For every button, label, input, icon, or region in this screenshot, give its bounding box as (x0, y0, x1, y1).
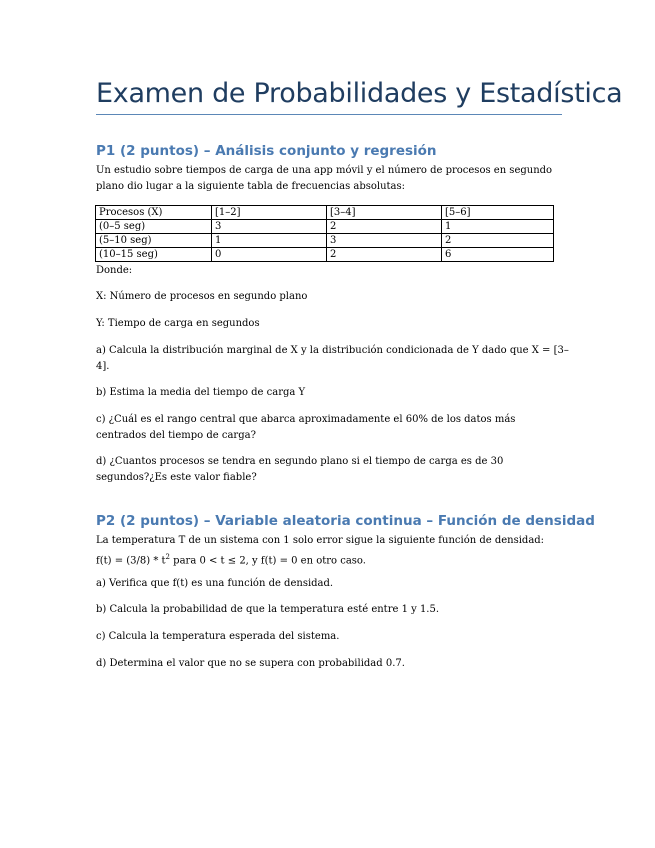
table-cell: 3 (327, 234, 442, 248)
table-header-cell: [5–6] (442, 206, 554, 220)
p1-question-a-line1: a) Calcula la distribución marginal de X y la distribución condicionada de Y dado que X = [3– (96, 345, 569, 356)
p2-heading: P2 (2 puntos) – Variable aleatoria continua – Función de densidad (96, 513, 595, 529)
table-cell: 1 (442, 220, 554, 234)
p1-def-y: Y: Tiempo de carga en segundos (96, 318, 260, 329)
table-row (96, 234, 554, 248)
p2-question-a: a) Verifica que f(t) es una función de densidad. (96, 578, 334, 589)
table-cell: 2 (327, 220, 442, 234)
p1-question-b: b) Estima la media del tiempo de carga Y (96, 387, 306, 398)
p1-donde: Donde: (96, 265, 133, 276)
table-row (96, 220, 554, 234)
page-title: Examen de Probabilidades y Estadística (96, 78, 623, 109)
table-row (96, 248, 554, 262)
formula-text: f(t) = (3/8) * t (96, 555, 166, 567)
p2-intro-line1: La temperatura T de un sistema con 1 solo error sigue la siguiente función de densidad: (96, 535, 545, 546)
formula-text-rest: para 0 < t ≤ 2, y f(t) = 0 en otro caso. (170, 555, 366, 567)
p1-question-c-line1: c) ¿Cuál es el rango central que abarca aproximadamente el 60% de los datos más (96, 414, 516, 425)
table-cell: 2 (442, 234, 554, 248)
p1-question-d-line1: d) ¿Cuantos procesos se tendra en segundo plano si el tiempo de carga es de 30 (96, 456, 504, 467)
p1-intro-line1: Un estudio sobre tiempos de carga de una app móvil y el número de procesos en segundo (96, 165, 553, 176)
title-divider (96, 114, 562, 115)
p2-question-d: d) Determina el valor que no se supera con probabilidad 0.7. (96, 658, 405, 669)
table-cell: (0–5 seg) (96, 220, 212, 234)
p2-question-c: c) Calcula la temperatura esperada del sistema. (96, 631, 340, 642)
table-cell: (5–10 seg) (96, 234, 212, 248)
frequency-table (95, 205, 554, 262)
table-header-cell: [3–4] (327, 206, 442, 220)
p1-heading: P1 (2 puntos) – Análisis conjunto y regresión (96, 143, 437, 159)
table-header-cell: Procesos (X) (96, 206, 212, 220)
table-header-cell: [1–2] (212, 206, 327, 220)
p1-intro-line2: plano dio lugar a la siguiente tabla de frecuencias absolutas: (96, 181, 406, 192)
p1-def-x: X: Número de procesos en segundo plano (96, 291, 308, 302)
table-cell: 3 (212, 220, 327, 234)
table-cell: 6 (442, 248, 554, 262)
p2-formula (96, 549, 564, 569)
p1-question-a-line2: 4]. (96, 361, 110, 372)
table-cell: (10–15 seg) (96, 248, 212, 262)
p2-question-b: b) Calcula la probabilidad de que la temperatura esté entre 1 y 1.5. (96, 604, 440, 615)
p1-question-d-line2: segundos?¿Es este valor fiable? (96, 472, 257, 483)
p1-question-c-line2: centrados del tiempo de carga? (96, 430, 256, 441)
table-cell: 2 (327, 248, 442, 262)
table-cell: 0 (212, 248, 327, 262)
formula-exponent: 2 (165, 553, 170, 561)
table-cell: 1 (212, 234, 327, 248)
table-header-row (96, 206, 554, 220)
